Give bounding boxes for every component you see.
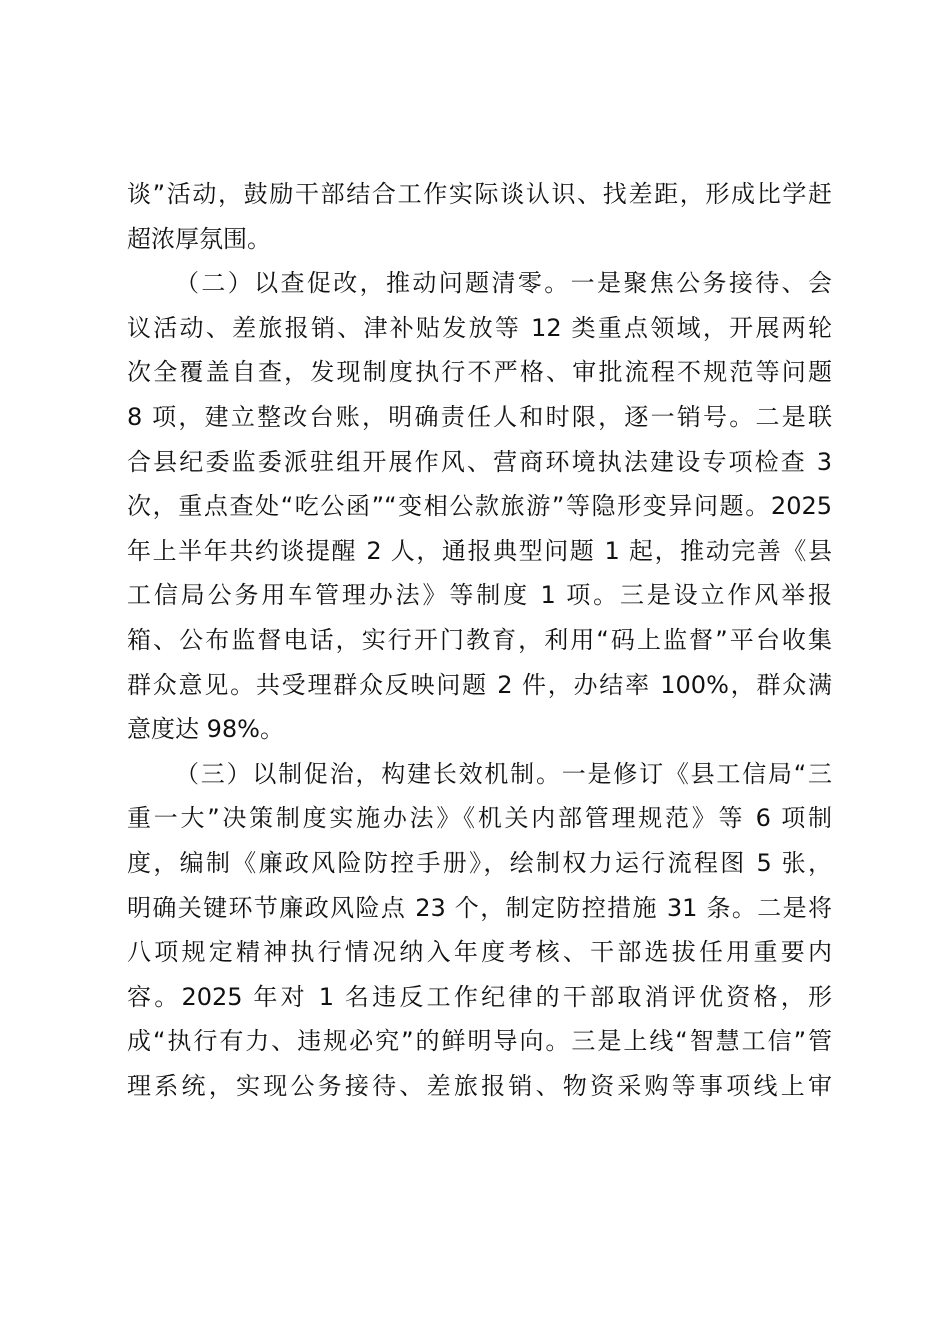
- text-line: 度，编制《廉政风险防控手册》，绘制权力运行流程图 5 张，: [127, 848, 832, 877]
- text-line: 箱、公布监督电话，实行开门教育，利用“码上监督”平台收集: [127, 625, 832, 654]
- text-line: 超浓厚氛围。: [127, 224, 271, 253]
- text-line: 意度达 98%。: [127, 715, 284, 744]
- text-line: 谈”活动，鼓励干部结合工作实际谈认识、找差距，形成比学赶: [127, 180, 832, 208]
- section-heading-line: （二）以查促改，推动问题清零。一是聚焦公务接待、会: [175, 269, 832, 298]
- text-line: 容。2025 年对 1 名违反工作纪律的干部取消评优资格，形: [127, 982, 832, 1011]
- text-line: 群众意见。共受理群众反映问题 2 件，办结率 100%，群众满: [127, 670, 832, 699]
- text-line: 年上半年共约谈提醒 2 人，通报典型问题 1 起，推动完善《县: [127, 536, 832, 565]
- text-line: 议活动、差旅报销、津补贴发放等 12 类重点领域，开展两轮: [127, 313, 832, 342]
- text-line: 重一大”决策制度实施办法》《机关内部管理规范》等 6 项制: [127, 804, 832, 833]
- text-line: 八项规定精神执行情况纳入年度考核、干部选拔任用重要内: [127, 938, 832, 967]
- text-line: 次，重点查处“吃公函”“变相公款旅游”等隐形变异问题。2025: [127, 492, 832, 521]
- body-text: [127, 172, 832, 1108]
- text-line: 次全覆盖自查，发现制度执行不严格、审批流程不规范等问题: [127, 358, 832, 387]
- section-heading-line: （三）以制促治，构建长效机制。一是修订《县工信局“三: [175, 759, 832, 788]
- text-line: 明确关键环节廉政风险点 23 个，制定防控措施 31 条。二是将: [127, 893, 832, 922]
- text-line: 8 项，建立整改台账，明确责任人和时限，逐一销号。二是联: [127, 402, 832, 431]
- text-line: 理系统，实现公务接待、差旅报销、物资采购等事项线上审: [127, 1071, 832, 1100]
- text-line: 成“执行有力、违规必究”的鲜明导向。三是上线“智慧工信”管: [127, 1027, 832, 1056]
- text-line: 合县纪委监委派驻组开展作风、营商环境执法建设专项检查 3: [127, 447, 832, 476]
- text-line: 工信局公务用车管理办法》等制度 1 项。三是设立作风举报: [127, 581, 832, 610]
